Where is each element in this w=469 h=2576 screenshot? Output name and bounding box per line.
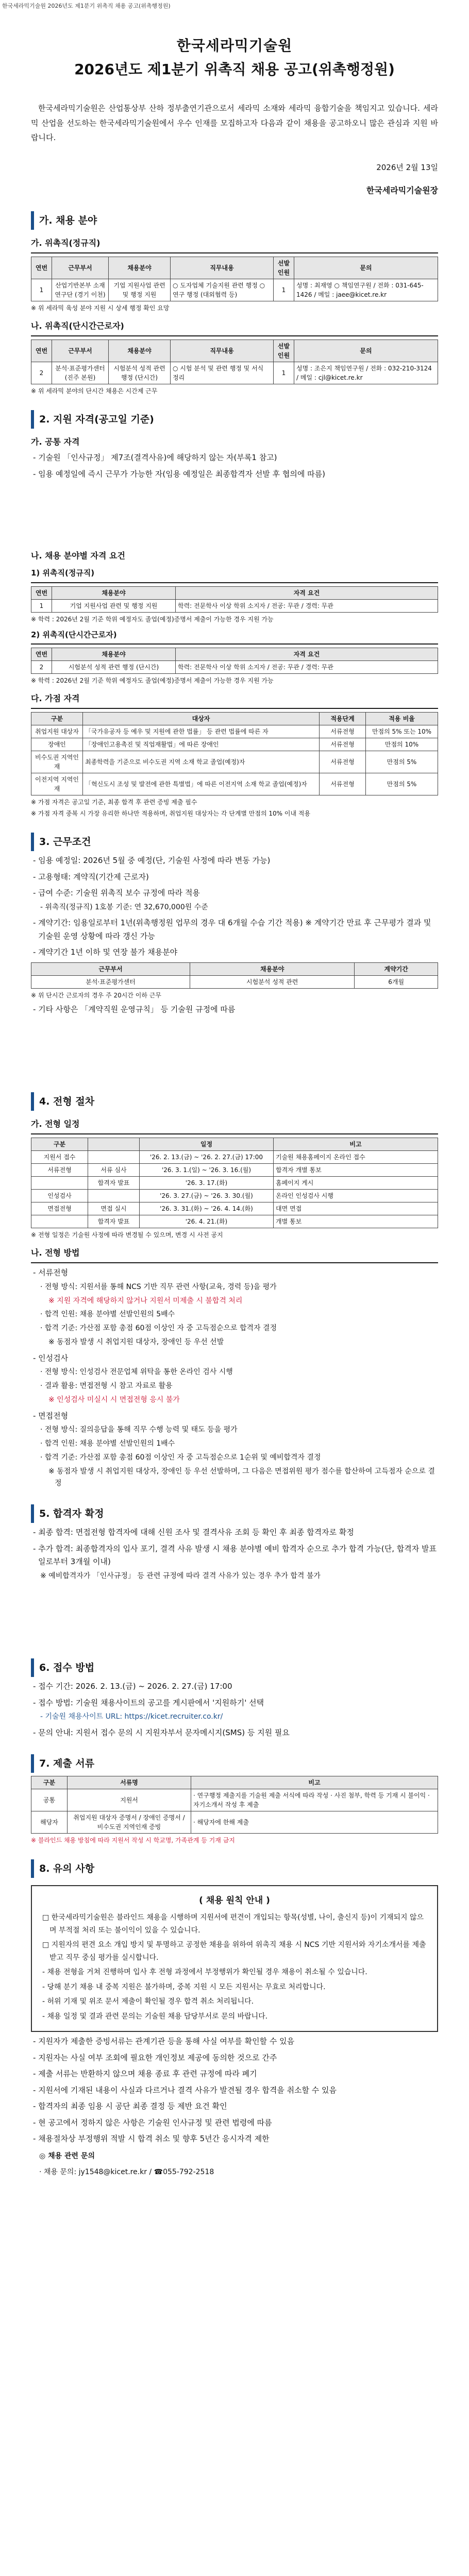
table-cell: 1 (274, 279, 294, 301)
table-cell: '26. 2. 13.(금) ~ '26. 2. 27.(금) 17:00 (140, 1151, 274, 1164)
table-cell: 기업 지원사업 관련 및 행정 지원 (52, 599, 176, 612)
table-note: ※ 위 단시간 근로자의 경우 주 20시간 이하 근무 (31, 991, 161, 999)
table-cell: 온라인 인성검사 시행 (274, 1190, 438, 1202)
table-cell: ○ 시험 분석 및 관련 행정 및 서식 정리 (171, 362, 274, 384)
section-header-2 (31, 410, 438, 429)
table-cell: 지원서 접수 (31, 1151, 88, 1164)
bullet-item: ※ 동점자 발생 시 취업지원 대상자, 장애인 등 우선 선발하며, 그 다음은 면접위원 평가 점수를 합산하여 고득점자 순으로 결정 (48, 1467, 435, 1488)
table-cell: 산업기반본부 소재연구단 (경기 이천) (52, 279, 109, 301)
table-cell: 홈페이지 게시 (274, 1177, 438, 1190)
contract-table (31, 962, 438, 989)
bullet-item: - 기술원 「인사규정」 제7조(결격사유)에 해당하지 않는 자(부록1 참고) (33, 453, 277, 462)
table-header: 구분 (31, 1138, 88, 1151)
section-title: 3. 근무조건 (39, 836, 91, 848)
table-row (31, 1177, 438, 1190)
table-header: 선발인원 (274, 257, 294, 279)
position-table-b (31, 340, 438, 384)
recruit-site-link[interactable]: - 기술원 채용사이트 URL: https://kicet.recruiter.co.kr/ (40, 1713, 223, 1721)
bullet-item: ※ 동점자 발생 시 취업지원 대상자, 장애인 등 우선 선발 (48, 1337, 224, 1346)
section-bar (31, 211, 34, 230)
table-cell: 서류전형 (320, 738, 366, 751)
table-cell: 분석·표준평가센터 (31, 975, 190, 988)
table-cell: 서류전형 (320, 751, 366, 773)
table-header: 직무내용 (171, 340, 274, 362)
table-cell: 1 (31, 279, 52, 301)
table-cell: 면접전형 (31, 1202, 88, 1215)
divider (31, 1262, 438, 1263)
bullet-item: ※ 지원 자격에 해당하지 않거나 지원서 미제출 시 불합격 처리 (48, 1296, 243, 1305)
bullet-item: - 접수 방법: 기술원 채용사이트의 공고를 게시판에서 '지원하기' 선택 (33, 1698, 264, 1707)
table-header: 일정 (140, 1138, 274, 1151)
bullet-item: · 합격 인원: 채용 분야별 선발인원의 1배수 (40, 1439, 175, 1448)
table-header: 적용 비율 (366, 713, 438, 725)
table-cell: 분석·표준평가센터 (진주 본원) (52, 362, 109, 384)
section-title: 4. 전형 절차 (39, 1096, 95, 1108)
bullet-item: - 현 공고에서 정하지 않은 사항은 기술원 인사규정 및 관련 법령에 따름 (33, 2117, 272, 2127)
table-cell: 이전지역 지역인재 (31, 773, 83, 795)
subsection-title: 다. 가점 자격 (31, 693, 80, 703)
table-cell: 「국가유공자 등 예우 및 지원에 관한 법률」 등 관련 법률에 따른 자 (83, 725, 320, 738)
table-cell: 만점의 5% 또는 10% (366, 725, 438, 738)
divider (31, 335, 438, 336)
bullet-item: - 접수 기간: 2026. 2. 13.(금) ~ 2026. 2. 27.(금) 17:00 (33, 1682, 232, 1691)
table-header: 서류명 (68, 1776, 191, 1789)
table-header: 구분 (31, 713, 83, 725)
table-cell: 만점의 10% (366, 738, 438, 751)
divider (31, 708, 438, 709)
table-cell: 「혁신도시 조성 및 발전에 관한 특별법」에 따른 이전지역 소재 학교 졸업(예정)자 (83, 773, 320, 795)
box-paragraph: - 허위 기재 및 위조 문서 제출이 확인될 경우 합격 취소 처리됩니다. (42, 1997, 254, 2006)
intro-paragraph: 한국세라믹기술원은 산업통상부 산하 정부출연기관으로서 세라믹 소재와 세라믹 융합기술을 책임지고 있습니다. 세라믹 산업을 선도하는 한국세라믹기술원에서 우수 인재를 모집하고자 다음과 같이 채용을 공고하오니 많은 관심과 지원 바랍니다. (31, 104, 438, 142)
bullet-item: · 합격 기준: 가산점 포함 총점 60점 이상인 자 중 고득점순으로 1순위 및 예비합격자 결정 (40, 1453, 321, 1462)
table-note: ※ 가점 자격 중복 시 가장 유리한 하나만 적용하며, 취업지원 대상자는 각 단계별 만점의 10% 이내 적용 (31, 810, 311, 817)
table-header: 연번 (31, 648, 52, 661)
section-header-5 (31, 1504, 438, 1523)
subsection-title: 나. 채용 분야별 자격 요건 (31, 551, 125, 561)
table-cell: '26. 3. 17.(화) (140, 1177, 274, 1190)
table-cell: 학력: 전문학사 이상 학위 소지자 / 전공: 무관 / 경력: 무관 (176, 599, 438, 612)
table-row (31, 362, 438, 384)
bullet-item: - 면접전형 (33, 1411, 69, 1420)
section-title: 8. 유의 사항 (39, 1862, 95, 1874)
bullet-item: - 합격자의 최종 임용 시 공단 최종 결정 등 제반 요건 확인 (33, 2102, 227, 2111)
table-cell: 취업지원 대상자 증명서 / 장애인 증명서 / 비수도권 지역인재 증빙 (68, 1811, 191, 1833)
table-cell: 합격자 발표 (88, 1177, 140, 1190)
table-row (31, 738, 438, 751)
section-title: 2. 지원 자격(공고일 기준) (39, 413, 154, 425)
section-title: 5. 합격자 확정 (39, 1507, 104, 1519)
subsection-title: 나. 위촉직(단시간근로자) (31, 321, 124, 331)
table-cell (31, 1177, 88, 1190)
document-title: 2026년도 제1분기 위촉직 채용 공고(위촉행정원) (74, 61, 395, 78)
table-header: 문의 (294, 257, 438, 279)
table-cell: 2 (31, 661, 52, 674)
table-cell: 서류전형 (320, 773, 366, 795)
table-cell: 기업 지원사업 관련 및 행정 지원 (109, 279, 171, 301)
table-cell: 만점의 5% (366, 773, 438, 795)
subsection-title: 가. 전형 일정 (31, 1119, 80, 1129)
table-row (31, 725, 438, 738)
subsection-title: 2) 위촉직(단시간근로자) (31, 630, 117, 639)
subsection-title: 1) 위촉직(정규직) (31, 568, 95, 578)
org-signature: 한국세라믹기술원장 (366, 185, 438, 195)
table-header: 구분 (31, 1776, 68, 1789)
bullet-item: · 전형 방식: 질의응답을 통해 직무 수행 능력 및 태도 등을 평가 (40, 1426, 238, 1434)
table-header: 연번 (31, 257, 52, 279)
table-cell: 공통 (31, 1789, 68, 1811)
section-bar (31, 833, 34, 851)
bullet-item: - 제출 서류는 반환하지 않으며 채용 종료 후 관련 규정에 따라 폐기 (33, 2069, 257, 2079)
table-row (31, 1190, 438, 1202)
box-paragraph: □ 지원자의 편견 요소 개입 방지 및 투명하고 공정한 채용을 위하여 위촉직 채용 시 NCS 기반 지원서와 자기소개서를 제출받고 직무 중심 평가를 실시합니다. (42, 1941, 426, 1962)
divider (31, 582, 438, 583)
table-cell: 지원서 (68, 1789, 191, 1811)
bullet-item: - 계약기간: 임용일로부터 1년(위촉행정원 업무의 경우 대 6개월 수습 기간 적용) ※ 계약기간 만료 후 근무평가 결과 및 기술원 운영 상황에 따라 갱신 가능 (33, 918, 431, 941)
table-cell: 비수도권 지역인재 (31, 751, 83, 773)
table-cell: 시험분석 성적 관련 행정 (단시간) (52, 661, 176, 674)
table-cell: 합격자 발표 (88, 1215, 140, 1228)
table-header: 채용분야 (52, 586, 176, 599)
section-bar (31, 1658, 34, 1677)
table-cell: 1 (274, 362, 294, 384)
bullet-item: - 임용 예정일에 즉시 근무가 가능한 자(임용 예정일은 최종합격자 선발 후 협의에 따름) (33, 469, 325, 479)
table-note: ※ 가점 자격은 공고일 기준, 최종 합격 후 관련 증빙 제출 필수 (31, 799, 197, 806)
bullet-item: ※ 인성검사 미실시 시 면접전형 응시 불가 (48, 1395, 180, 1404)
section-bar (31, 1092, 34, 1111)
bullet-item: - 추가 합격: 최종합격자의 입사 포기, 결격 사유 발생 시 채용 분야별 예비 합격자 순으로 추가 합격 가능(단, 합격자 발표일로부터 3개월 이내) (33, 1544, 437, 1567)
table-cell: 서류전형 (320, 725, 366, 738)
table-note: ※ 학력 : 2026년 2월 기준 학위 예정자도 졸업(예정)증명서 제출이 가능한 경우 지원 가능 (31, 615, 274, 623)
divider (31, 1133, 438, 1134)
table-header: 채용분야 (190, 962, 355, 975)
table-cell: 시험분석 성적 관련 행정 (단시간) (109, 362, 171, 384)
box-paragraph: - 채용 일정 및 결과 관련 문의는 기술원 채용 담당부서로 문의 바랍니다. (42, 2012, 268, 2021)
table-cell: 1 (31, 599, 52, 612)
bullet-item: - 계약기간 1년 이하 및 연장 불가 채용분야 (33, 947, 178, 957)
table-header: 비고 (191, 1776, 438, 1789)
documents-table (31, 1776, 438, 1834)
divider (31, 252, 438, 253)
box-paragraph: - 당해 분기 채용 내 중복 지원은 불가하며, 중복 지원 시 모든 지원서는 무효로 처리합니다. (42, 1982, 326, 1991)
table-cell: 대면 면접 (274, 1202, 438, 1215)
bullet-item: · 전형 방식: 인성검사 전문업체 위탁을 통한 온라인 검사 시행 (40, 1368, 233, 1377)
table-row (31, 599, 438, 612)
section-bar (31, 1859, 34, 1878)
table-note: ※ 학력 : 2026년 2월 기준 학위 예정자도 졸업(예정)증명서 제출이 가능한 경우 지원 가능 (31, 677, 274, 684)
table-header: 근무부서 (31, 962, 190, 975)
table-row (31, 1811, 438, 1833)
section-title: 7. 제출 서류 (39, 1757, 95, 1769)
table-row (31, 661, 438, 674)
bullet-item: - 기타 사항은 「계약직원 운영규칙」 등 기술원 규정에 따름 (33, 1004, 236, 1014)
org-name: 한국세라믹기술원 (176, 37, 293, 54)
table-cell: 서류 심사 (88, 1164, 140, 1177)
bullet-item: - 문의 안내: 지원서 접수 문의 시 지원자부서 문자메시지(SMS) 등 지원 필요 (33, 1728, 290, 1738)
table-header: 문의 (294, 340, 438, 362)
table-cell: '26. 3. 31.(화) ~ '26. 4. 14.(화) (140, 1202, 274, 1215)
table-header: 자격 요건 (176, 648, 438, 661)
table-cell: 6개월 (355, 975, 438, 988)
bullet-item: - 인성검사 (33, 1353, 69, 1363)
table-cell: ○ 도자업체 기술지원 관련 행정 ○ 연구 행정 (대외협력 등) (171, 279, 274, 301)
contact-info: · 채용 문의: jy1548@kicet.re.kr / ☎055-792-2518 (39, 2167, 214, 2176)
table-cell: 최종학력을 기준으로 비수도권 지역 소재 학교 졸업(예정)자 (83, 751, 320, 773)
table-cell: 「장애인고용촉진 및 직업재활법」에 따른 장애인 (83, 738, 320, 751)
table-row (31, 1215, 438, 1228)
section-title: 가. 채용 분야 (39, 214, 97, 226)
bullet-item: - 지원자는 사실 여부 조회에 필요한 개인정보 제공에 동의한 것으로 간주 (33, 2053, 277, 2062)
section-header-8 (31, 1859, 438, 1878)
section-title: 6. 접수 방법 (39, 1662, 95, 1674)
table-cell: '26. 3. 1.(일) ~ '26. 3. 16.(월) (140, 1164, 274, 1177)
table-header: 적용단계 (320, 713, 366, 725)
bullet-item: · 합격 인원: 채용 분야별 선발인원의 5배수 (40, 1310, 175, 1319)
bullet-item: ※ 예비합격자가 「인사규정」 등 관련 규정에 따라 결격 사유가 있는 경우 추가 합격 불가 (40, 1571, 321, 1580)
table-header: 근무부서 (52, 340, 109, 362)
bullet-item: · 전형 방식: 지원서를 통해 NCS 기반 직무 관련 사항(교육, 경력 등)을 평가 (40, 1282, 277, 1291)
section-header-6 (31, 1658, 438, 1677)
table-row (31, 279, 438, 301)
table-cell: 기술원 채용홈페이지 온라인 접수 (274, 1151, 438, 1164)
qualification-table-b (31, 648, 438, 674)
section-bar (31, 1754, 34, 1773)
table-header: 자격 요건 (176, 586, 438, 599)
table-cell: '26. 4. 21.(화) (140, 1215, 274, 1228)
table-cell: 장애인 (31, 738, 83, 751)
table-cell: · 해당자에 한해 제출 (191, 1811, 438, 1833)
spacer (31, 481, 438, 543)
section-header-3 (31, 833, 438, 851)
bullet-item: - 채용절차상 부정행위 적발 시 합격 취소 및 향후 5년간 응시자격 제한 (33, 2134, 270, 2144)
section-header-1 (31, 211, 438, 230)
table-header: 선발인원 (274, 340, 294, 362)
table-header: 연번 (31, 340, 52, 362)
table-cell: 2 (31, 362, 52, 384)
section-header-4 (31, 1092, 438, 1111)
bullet-item: - 지원자가 제출한 증빙서류는 관계기관 등을 통해 사실 여부를 확인할 수 있음 (33, 2037, 295, 2046)
table-cell: 면접 실시 (88, 1202, 140, 1215)
table-header: 대상자 (83, 713, 320, 725)
table-row (31, 773, 438, 795)
table-row (31, 1164, 438, 1177)
table-cell: 해당자 (31, 1811, 68, 1833)
table-cell (31, 1215, 88, 1228)
table-note: ※ 위 세라믹 분야의 단시간 채용은 시간제 근무 (31, 387, 158, 395)
table-note: ※ 블라인드 채용 방침에 따라 지원서 작성 시 학교명, 가족관계 등 기재 금지 (31, 1836, 235, 1844)
bullet-item: - 급여 수준: 기술원 위촉직 보수 규정에 따라 적용 (33, 888, 200, 897)
table-header: 근무부서 (52, 257, 109, 279)
table-header: 연번 (31, 586, 52, 599)
subsection-title: 가. 공통 자격 (31, 437, 80, 447)
subsection-title: 가. 위촉직(정규직) (31, 238, 100, 248)
box-title: ( 채용 원칙 안내 ) (199, 1895, 270, 1906)
table-header: 채용분야 (52, 648, 176, 661)
table-cell: 인성검사 (31, 1190, 88, 1202)
bullet-item: - 지원서에 기재된 내용이 사실과 다르거나 결격 사유가 발견될 경우 합격을 취소할 수 있음 (33, 2085, 337, 2095)
box-paragraph: □ 한국세라믹기술원은 블라인드 채용을 시행하며 지원서에 편견이 개입되는 항목(성별, 나이, 출신지 등)이 기재되지 않으며 부적절 처리 또는 불이익이 있을 수 있습니다. (42, 1913, 424, 1935)
table-cell: 개별 통보 (274, 1215, 438, 1228)
spacer (31, 1582, 438, 1644)
bullet-item: - 서류전형 (33, 1268, 69, 1278)
table-cell: 합격자 개별 통보 (274, 1164, 438, 1177)
bonus-table (31, 712, 438, 795)
table-header: 직무내용 (171, 257, 274, 279)
bullet-item: - 고용형태: 계약직(기간제 근로자) (33, 872, 149, 882)
table-cell: · 연구행정 제출지를 기술원 제출 서식에 따라 작성 · 사진 첨부, 학력 등 기재 시 불이익 · 자기소개서 작성 후 제출 (191, 1789, 438, 1811)
divider (31, 643, 438, 645)
spacer (31, 1016, 438, 1078)
section-bar (31, 1504, 34, 1523)
table-cell: 성명 : 조은지 책임연구원 / 전화 : 032-210-3124 / 메일 : cjl@kicet.re.kr (294, 362, 438, 384)
table-row (31, 975, 438, 988)
table-header: 채용분야 (109, 340, 171, 362)
section-header-7 (31, 1754, 438, 1773)
document-header-bar: 한국세라믹기술원 2026년도 제1분기 위촉직 채용 공고(위촉행정원) (2, 3, 171, 9)
principles-box (31, 1885, 438, 2032)
table-cell: 서류전형 (31, 1164, 88, 1177)
position-table-a (31, 257, 438, 301)
section-bar (31, 410, 34, 429)
bullet-item: · 결과 활용: 면접전형 시 참고 자료로 활용 (40, 1382, 173, 1391)
bullet-item: - 위촉직(정규직) 1호봉 기준: 연 32,670,000원 수준 (40, 903, 208, 911)
subsection-title: 나. 전형 방법 (31, 1248, 80, 1258)
table-cell: 취업지원 대상자 (31, 725, 83, 738)
table-cell (88, 1151, 140, 1164)
table-header: 계약기간 (355, 962, 438, 975)
table-cell: 만점의 5% (366, 751, 438, 773)
bullet-item: - 최종 합격: 면접전형 합격자에 대해 신원 조사 및 결격사유 조회 등 확인 후 최종 합격자로 확정 (33, 1528, 354, 1537)
qualification-table-a (31, 586, 438, 613)
schedule-table (31, 1138, 438, 1228)
table-row (31, 1789, 438, 1811)
table-cell: 성명 : 최재영 ○ 책임연구원 / 전화 : 031-645-1426 / 메일 : jaee@kicet.re.kr (294, 279, 438, 301)
table-header (88, 1138, 140, 1151)
table-row (31, 1202, 438, 1215)
table-row (31, 751, 438, 773)
table-cell: 시험분석 성적 관련 (190, 975, 355, 988)
table-note: ※ 전형 일정은 기술원 사정에 따라 변경될 수 있으며, 변경 시 사전 공지 (31, 1231, 223, 1239)
bullet-item: · 합격 기준: 가산점 포함 총점 60점 이상인 자 중 고득점순으로 합격자 결정 (40, 1324, 277, 1333)
contact-label: ◎ 채용 관련 문의 (39, 2151, 95, 2160)
table-header: 채용분야 (109, 257, 171, 279)
title-block (31, 35, 438, 80)
bullet-item: - 임용 예정일: 2026년 5월 중 예정(단, 기술원 사정에 따라 변동 가능) (33, 856, 271, 865)
table-cell: '26. 3. 27.(금) ~ '26. 3. 30.(월) (140, 1190, 274, 1202)
table-row (31, 1151, 438, 1164)
table-note: ※ 위 세라믹 육성 분야 지원 시 상세 행정 확인 요망 (31, 304, 170, 312)
box-paragraph: - 채용 전형을 거쳐 진행하며 입사 후 전형 과정에서 부정행위가 확인될 경우 채용이 취소될 수 있습니다. (42, 1968, 367, 1977)
table-header: 비고 (274, 1138, 438, 1151)
table-cell (88, 1190, 140, 1202)
announcement-date: 2026년 2월 13일 (376, 162, 438, 172)
table-cell: 학력: 전문학사 이상 학위 소지자 / 전공: 무관 / 경력: 무관 (176, 661, 438, 674)
